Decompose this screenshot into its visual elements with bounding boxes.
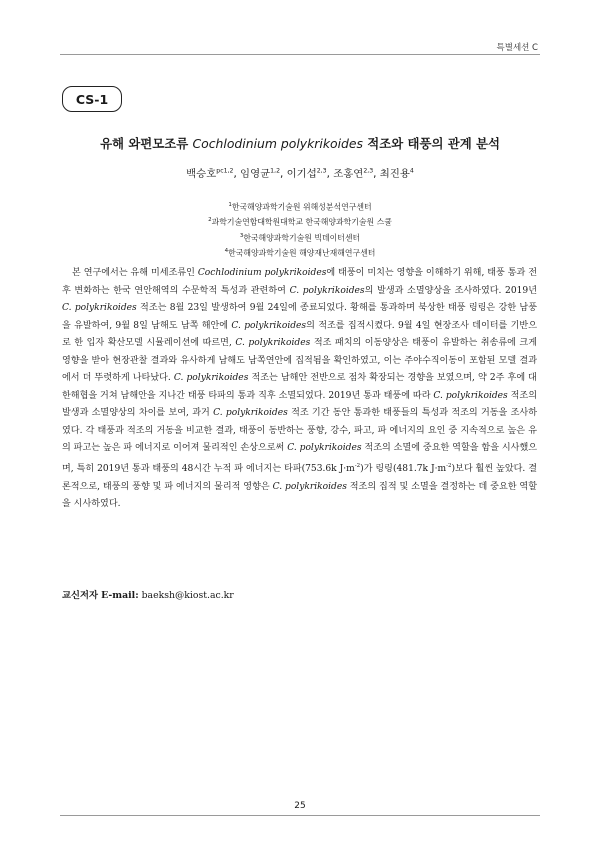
species-name: C. polykrikoides xyxy=(289,285,365,296)
author-affiliation-mark: 2,3 xyxy=(363,167,374,175)
abstract-text: 본 연구에서는 유해 미세조류인 xyxy=(72,268,198,278)
affiliation-mark: 2 xyxy=(208,217,212,224)
title-species: Cochlodinium polykrikoides xyxy=(192,136,363,151)
unit-exponent: -2 xyxy=(354,463,361,470)
author-affiliation-mark: 1,2 xyxy=(270,167,281,175)
species-name: C. polykrikoides xyxy=(272,481,347,492)
species-name: C. polykrikoides xyxy=(173,373,249,384)
affiliation-text: 한국해양과학기술원 위해성분석연구센터 xyxy=(231,202,372,212)
affiliation-text: 한국해양과학기술원 해양재난재해연구센터 xyxy=(228,248,376,258)
abstract-text: 에 태풍이 미치는 영향을 이해하기 위해, 태풍 통과 전후 변화하는 한국 연안해역의 수문학적 특성과 관련하여 xyxy=(62,268,538,296)
abstract-text: )보다 훨씬 높았다. 결론적으로, 태풍의 풍향 및 파 에너지의 물리적 영향은 xyxy=(62,464,537,492)
affiliation-mark: 1 xyxy=(228,202,232,208)
corresponding-email: baeksh@kiost.ac.kr xyxy=(138,590,234,601)
author-affiliation-mark: pc1,2 xyxy=(216,167,234,175)
abstract-text: 적조 패치의 이동양상은 태풍이 유발하는 취송류에 크게 영향을 받아 현장관찰 결과와 유사하게 남해도 남쪽연안에 집적됨을 확인하였고, 이는 주야수직이동이 포함된 모델 결과에서 더 뚜렷하게 나타났다. xyxy=(62,338,537,384)
author-name: 임영균 xyxy=(240,168,271,180)
author-name: 이기섭 xyxy=(286,168,317,180)
abstract-text: 의 적조를 집적시켰다. 9월 4일 현장조사 데이터를 기반으로 한 입자 확산모델 시뮬레이션에 따르면, xyxy=(62,320,537,349)
running-header: 특별세션 C xyxy=(496,43,538,53)
species-name: C. polykrikoides xyxy=(433,390,508,401)
author-list: 백승호$^{pc1,2}$, 임영균$^{1,2}$, 이기섭$^{2,3}$, 조홍연$^{2,3}$, 최진용$^4$ xyxy=(186,167,414,180)
abstract xyxy=(62,265,537,514)
abstract-text: )가 링링(481.7k J·m xyxy=(360,464,447,475)
species-name: C. polykrikoides xyxy=(287,443,362,454)
author-affiliation-mark: 4 xyxy=(409,167,414,175)
author-name: 백승호 xyxy=(186,168,217,180)
species-name: C. polykrikoides xyxy=(235,338,311,349)
affiliation-line xyxy=(60,214,540,229)
abstract-paragraph xyxy=(62,265,537,514)
corresponding-label: 교신저자 E-mail: xyxy=(62,590,139,601)
page-number: 25 xyxy=(294,801,306,811)
affiliation-mark: 4 xyxy=(224,247,229,254)
affiliation-mark: 3 xyxy=(239,232,244,239)
species-name: C. polykrikoides xyxy=(213,408,288,419)
title-suffix: 적조와 태풍의 관계 분석 xyxy=(362,136,500,151)
affiliation-list xyxy=(60,199,540,260)
affiliation-text: 과학기술연합대학원대학교 한국해양과학기술원 스쿨 xyxy=(211,217,392,227)
affiliation-line xyxy=(60,199,540,214)
author-name: 최진용 xyxy=(379,168,410,180)
affiliation-text: 한국해양과학기술원 빅데이터센터 xyxy=(243,233,361,243)
abstract-text: 적조는 8월 23일 발생하여 9월 24일에 종료되었다. 황해를 통과하며 북상한 태풍 링링은 강한 남풍을 유발하여, 9월 8일 남해도 남쪽 해안에 xyxy=(62,303,537,331)
author-name: 조홍연 xyxy=(333,168,364,180)
abstract-text: 의 발생과 소멸양상을 조사하였다. 2019년 xyxy=(364,285,537,296)
abstract-text: 적조 기간 동안 통과한 태풍들의 특성과 적조의 거동을 조사하였다. 각 태풍과 적조의 거동을 비교한 결과, 태풍이 동반하는 풍향, 강수, 파고, 파 에너지의 요인 중 지속적으로 높은 유의 파고는 높은 파 에너지로 이어져 물리적인 손상으로써 xyxy=(62,408,537,454)
affiliation-line xyxy=(60,230,540,245)
abstract-text: 적조의 소멸에 중요한 역할을 함을 시사했으며, 특히 2019년 통과 태풍의 48시간 누적 파 에너지는 타파(753.6k J·m xyxy=(62,443,538,475)
abstract-text: 적조는 남해안 전반으로 점차 확장되는 경향을 보였으며, 약 2주 후에 대한해협을 거쳐 남해안을 지나간 태풍 타파의 통과 직후 소멸되었다. 2019년 통과 태풍에 따라 xyxy=(62,373,537,401)
species-name: Cochlodinium polykrikoides xyxy=(197,268,327,278)
author-affiliation-mark: 2,3 xyxy=(316,167,327,175)
species-name: C. polykrikoides xyxy=(62,303,137,314)
paper-title xyxy=(60,134,540,152)
unit-exponent: -2 xyxy=(446,463,452,470)
footer-rule xyxy=(60,815,540,816)
title-prefix: 유해 와편모조류 xyxy=(100,136,193,151)
corresponding-author xyxy=(62,587,234,601)
session-code-badge: CS-1 xyxy=(62,86,122,112)
header-rule xyxy=(60,54,540,55)
abstract-text: 적조의 발생과 소멸양상의 차이를 보여, 과거 xyxy=(62,390,537,419)
affiliation-line xyxy=(60,245,540,260)
abstract-text: 적조의 집적 및 소멸을 결정하는 데 중요한 역할을 시사하였다. xyxy=(62,481,537,510)
species-name: C. polykrikoides xyxy=(231,320,307,331)
